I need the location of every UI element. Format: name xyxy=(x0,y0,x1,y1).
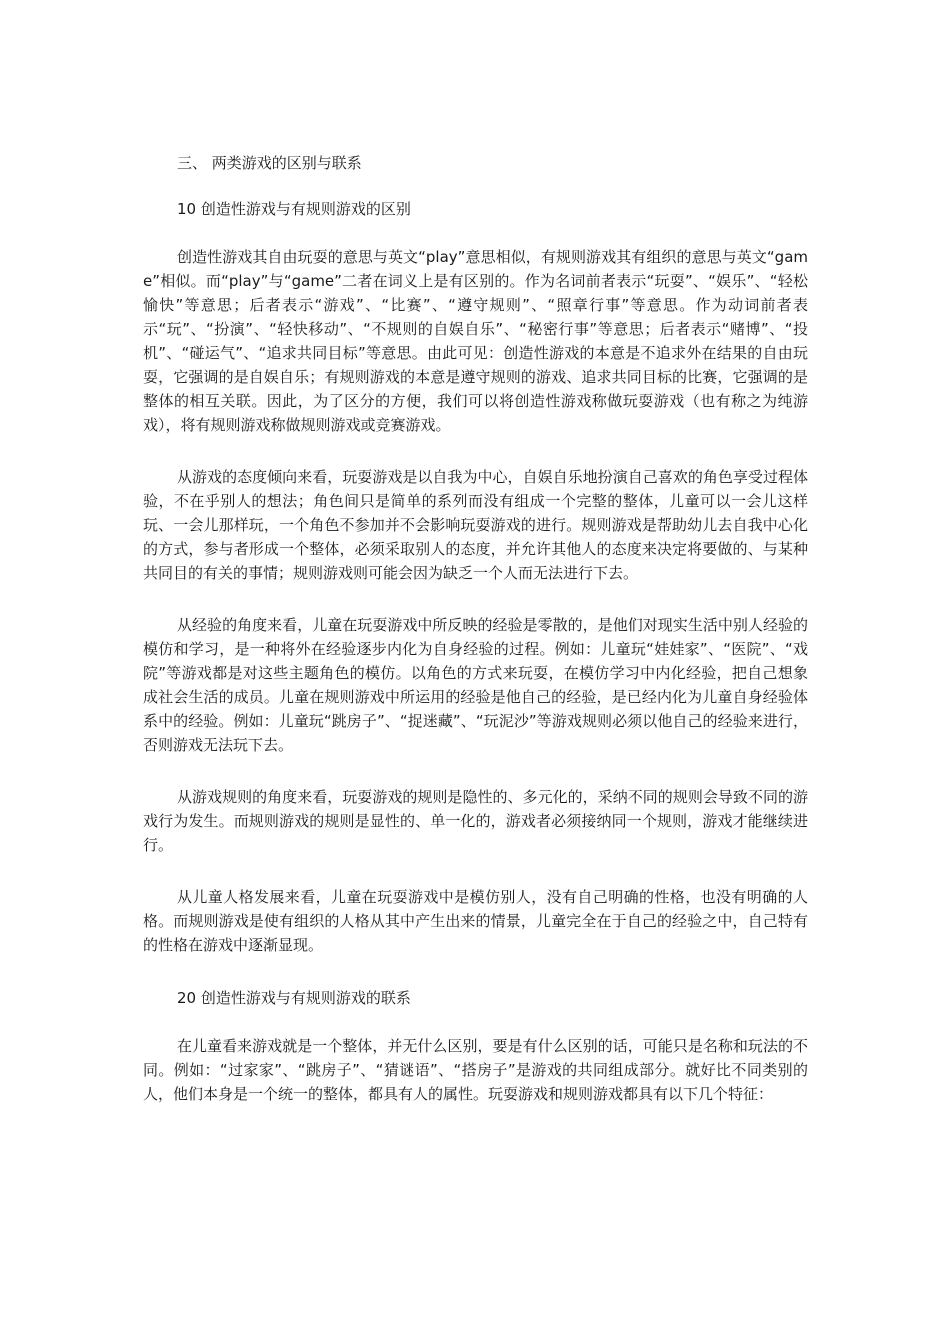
document-body xyxy=(143,150,808,1134)
paragraph-personality: 从儿童人格发展来看，儿童在玩耍游戏中是模仿别人，没有自己明确的性格，也没有明确的人格。而规则游戏是使有组织的人格从其中产生出来的情景，儿童完全在于自己的经验之中，自己特有的性格在游戏中逐渐显现。 xyxy=(143,888,808,954)
paragraph-rules: 从游戏规则的角度来看，玩耍游戏的规则是隐性的、多元化的，采纳不同的规则会导致不同的游戏行为发生。而规则游戏的规则是显性的、单一化的，游戏者必须接纳同一个规则，游戏才能继续进行。 xyxy=(143,788,808,854)
paragraph-attitude: 从游戏的态度倾向来看，玩耍游戏是以自我为中心，自娱自乐地扮演自己喜欢的角色享受过程体验，不在乎别人的想法；角色间只是简单的系列而没有组成一个完整的整体，儿童可以一会儿这样玩、一会儿那样玩，一个角色不参加并不会影响玩耍游戏的进行。规则游戏是帮助幼儿去自我中心化的方式，参与者形成一个整体，必须采取别人的态度，并允许其他人的态度来决定将要做的、与某种共同目的有关的事情；规则游戏则可能会因为缺乏一个人而无法进行下去。 xyxy=(143,468,808,582)
paragraph-connections: 在儿童看来游戏就是一个整体，并无什么区别，要是有什么区别的话，可能只是名称和玩法的不同。例如：“过家家”、“跳房子”、“猜谜语”、“搭房子”是游戏的共同组成部分。就好比不同类别的人，他们本身是一个统一的整体，都具有人的属性。玩耍游戏和规则游戏都具有以下几个特征： xyxy=(143,1037,808,1103)
paragraph-play-vs-game: 创造性游戏其自由玩耍的意思与英文“play”意思相似，有规则游戏其有组织的意思与英文“game”相似。而“play”与“game”二者在词义上是有区别的。作为名词前者表示“玩耍”、“娱乐”、“轻松愉快”等意思；后者表示“游戏”、“比赛”、“遵守规则”、“照章行事”等意思。作为动词前者表示“玩”、“扮演”、“轻快移动”、“不规则的自娱自乐”、“秘密行事”等意思；后者表示“赌博”、“投机”、“碰运气”、“追求共同目标”等意思。由此可见：创造性游戏的本意是不追求外在结果的自由玩耍，它强调的是自娱自乐；有规则游戏的本意是遵守规则的游戏、追求共同目标的比赛，它强调的是整体的相互关联。因此，为了区分的方便，我们可以将创造性游戏称做玩耍游戏（也有称之为纯游戏），将有规则游戏称做规则游戏或竞赛游戏。 xyxy=(143,248,808,434)
subsection-title-connections: 20 创造性游戏与有规则游戏的联系 xyxy=(177,989,411,1007)
paragraph-experience: 从经验的角度来看，儿童在玩耍游戏中所反映的经验是零散的，是他们对现实生活中别人经验的模仿和学习，是一种将外在经验逐步内化为自身经验的过程。例如：儿童玩“娃娃家”、“医院”、“戏院”等游戏都是对这些主题角色的模仿。以角色的方式来玩耍，在模仿学习中内化经验，把自己想象成社会生活的成员。儿童在规则游戏中所运用的经验是他自己的经验，是已经内化为儿童自身经验体系中的经验。例如：儿童玩“跳房子”、“捉迷藏”、“玩泥沙”等游戏规则必须以他自己的经验来进行，否则游戏无法玩下去。 xyxy=(143,616,808,754)
subsection-title-differences: 10 创造性游戏与有规则游戏的区别 xyxy=(177,200,411,218)
section-title: 三、 两类游戏的区别与联系 xyxy=(177,154,362,172)
